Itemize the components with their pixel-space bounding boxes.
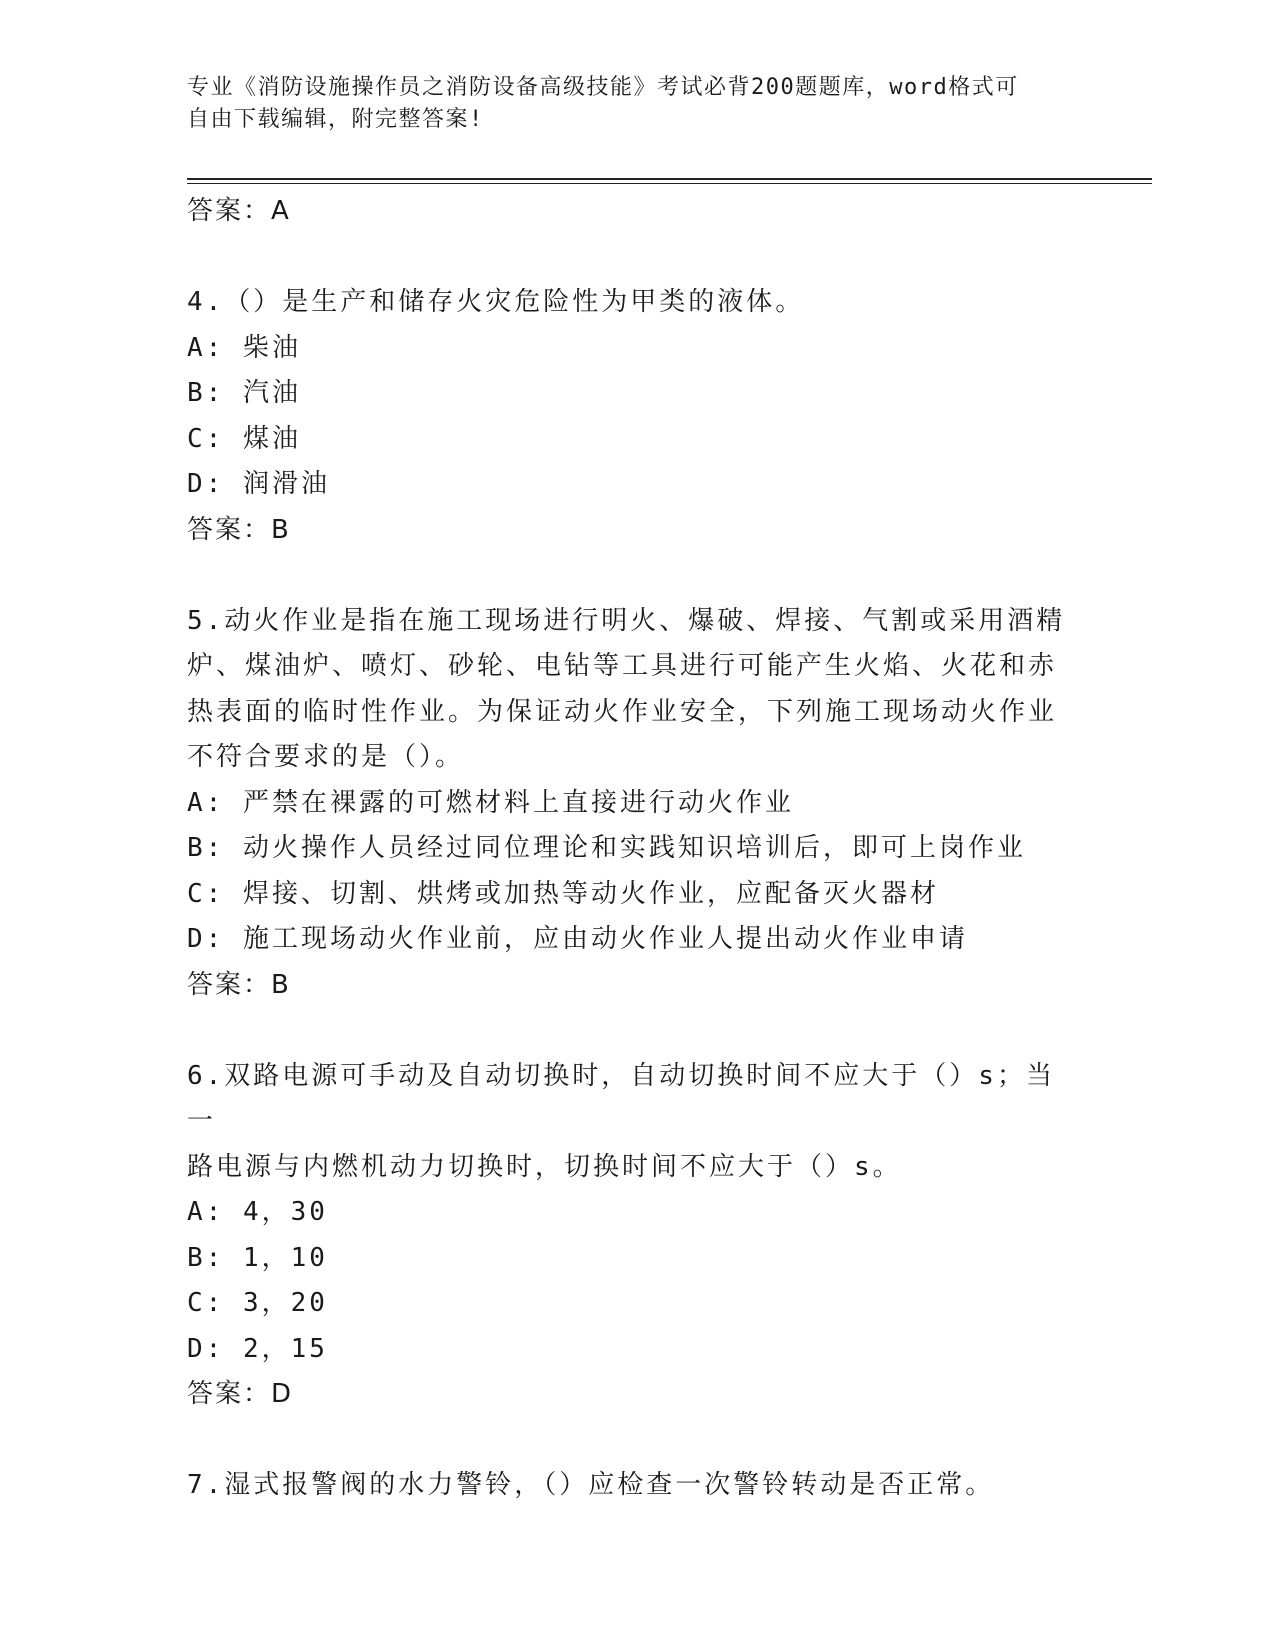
question-text-line: 不符合要求的是（）。 — [187, 742, 465, 772]
answer-label: 答案：D — [187, 1379, 294, 1409]
answer-label: 答案：A — [187, 196, 291, 226]
question-block — [187, 280, 1087, 553]
header-divider-thin — [187, 183, 1152, 184]
question-text: 7.湿式报警阀的水力警铃，（）应检查一次警铃转动是否正常。 — [187, 1470, 995, 1500]
answer-label: 答案：B — [187, 514, 291, 545]
question-text-line: 路电源与内燃机动力切换时，切换时间不应大于（）s。 — [187, 1151, 902, 1182]
option-b: B: 动火操作人员经过同位理论和实践知识培训后，即可上岗作业 — [187, 833, 1026, 863]
option-c: C: 3，20 — [187, 1288, 328, 1318]
option-d: D: 施工现场动火作业前，应由动火作业人提出动火作业申请 — [187, 924, 968, 954]
header-line-1: 专业《消防设施操作员之消防设备高级技能》考试必背200题题库，word格式可 — [187, 75, 1019, 100]
question-list — [187, 189, 1087, 1509]
option-c: C: 焊接、切割、烘烤或加热等动火作业，应配备灭火器材 — [187, 878, 939, 909]
option-a: A: 4，30 — [187, 1197, 328, 1227]
header-line-2: 自由下载编辑，附完整答案! — [187, 107, 484, 132]
spacer — [187, 235, 1087, 281]
page-header — [187, 72, 1087, 136]
question-text-line: 炉、煤油炉、喷灯、砂轮、电钻等工具进行可能产生火焰、火花和赤 — [187, 651, 1058, 681]
option-a: A: 严禁在裸露的可燃材料上直接进行动火作业 — [187, 787, 794, 818]
header-divider-thick — [187, 178, 1152, 180]
option-c: C: 煤油 — [187, 423, 301, 454]
question-block — [187, 599, 1087, 1009]
question-text-line: 5.动火作业是指在施工现场进行明火、爆破、焊接、气割或采用酒精 — [187, 605, 1066, 636]
question-block — [187, 1463, 1087, 1509]
option-d: D: 润滑油 — [187, 469, 330, 499]
question-text-line: 6.双路电源可手动及自动切换时，自动切换时间不应大于（）s；当一 — [187, 1060, 1055, 1136]
option-b: B: 汽油 — [187, 378, 301, 408]
option-b: B: 1，10 — [187, 1242, 328, 1273]
question-block — [187, 1054, 1087, 1418]
option-d: D: 2，15 — [187, 1333, 328, 1364]
option-a: A: 柴油 — [187, 332, 301, 363]
answer-label: 答案：B — [187, 969, 291, 1000]
spacer — [187, 1418, 1087, 1464]
spacer — [187, 553, 1087, 599]
question-text-line: 热表面的临时性作业。为保证动火作业安全，下列施工现场动火作业 — [187, 696, 1058, 727]
spacer — [187, 1008, 1087, 1054]
question-text: 4.（）是生产和储存火灾危险性为甲类的液体。 — [187, 287, 805, 317]
